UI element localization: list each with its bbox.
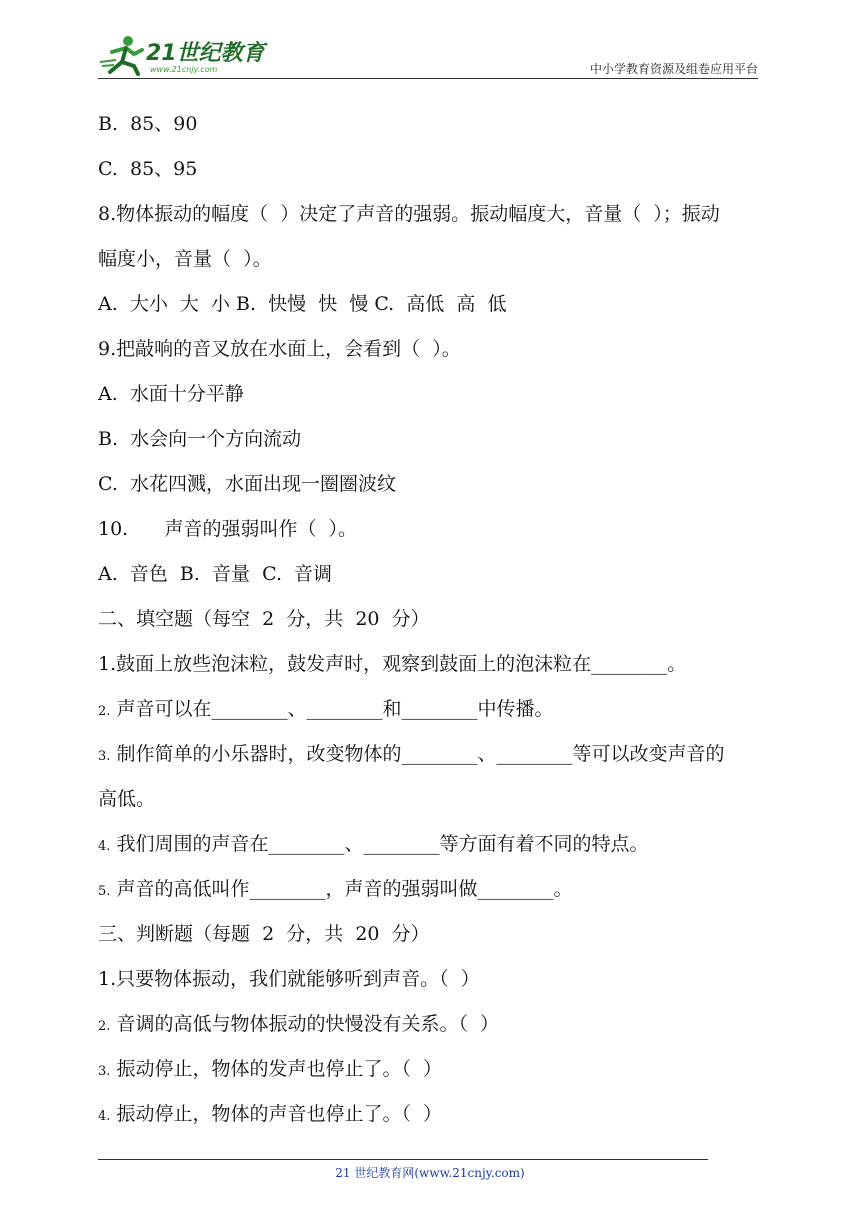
- question-text: 高低。: [98, 788, 156, 810]
- question-line: [98, 147, 766, 192]
- question-line: [98, 417, 766, 462]
- question-text: 8.物体振动的幅度（ ）决定了声音的强弱。振动幅度大，音量（ ）；振动: [98, 203, 720, 225]
- question-line: [98, 1047, 766, 1092]
- question-number: 3.: [98, 749, 111, 764]
- question-line: [98, 1092, 766, 1137]
- exam-content: [98, 102, 766, 1137]
- question-text: 振动停止，物体的发声也停止了。（ ）: [110, 1058, 443, 1080]
- logo-icon: [98, 32, 268, 76]
- question-number: 4.: [98, 839, 111, 854]
- question-number: 2.: [98, 1019, 111, 1034]
- question-text: A. 大小 大 小 B. 快慢 快 慢 C. 高低 高 低: [98, 293, 507, 315]
- question-text: 二、填空题（每空 2 分，共 20 分）: [98, 608, 430, 630]
- question-line: [98, 912, 766, 957]
- header-divider: [98, 78, 758, 79]
- platform-name: 中小学教育资源及组卷应用平台: [589, 62, 758, 76]
- question-text: C. 水花四溅，水面出现一圈圈波纹: [98, 473, 396, 495]
- question-text: 音调的高低与物体振动的快慢没有关系。（ ）: [110, 1013, 500, 1035]
- question-text: 我们周围的声音在________、________等方面有着不同的特点。: [110, 833, 649, 855]
- question-text: 1.鼓面上放些泡沫粒，鼓发声时，观察到鼓面上的泡沫粒在________。: [98, 653, 687, 675]
- question-number: 2.: [98, 704, 111, 719]
- question-text: 振动停止，物体的声音也停止了。（ ）: [110, 1103, 443, 1125]
- question-line: [98, 237, 766, 282]
- question-line: [98, 282, 766, 327]
- question-line: [98, 777, 766, 822]
- page-header: [98, 32, 758, 78]
- question-line: [98, 552, 766, 597]
- logo-text: 21世纪教育: [146, 41, 265, 66]
- question-text: A. 音色 B. 音量 C. 音调: [98, 563, 333, 585]
- question-text: B. 水会向一个方向流动: [98, 428, 302, 450]
- question-text: 9.把敲响的音叉放在水面上，会看到（ ）。: [98, 338, 461, 360]
- question-line: [98, 1002, 766, 1047]
- question-text: 三、判断题（每题 2 分，共 20 分）: [98, 923, 430, 945]
- question-number: 5.: [98, 884, 111, 899]
- question-line: [98, 192, 766, 237]
- question-text: A. 水面十分平静: [98, 383, 244, 405]
- question-line: [98, 642, 766, 687]
- question-line: [98, 372, 766, 417]
- question-line: [98, 102, 766, 147]
- footer-divider: [98, 1159, 708, 1160]
- question-line: [98, 867, 766, 912]
- question-line: [98, 327, 766, 372]
- question-number: 3.: [98, 1064, 111, 1079]
- logo-url: www.21cnjy.com: [150, 65, 218, 74]
- question-text: 声音可以在________、________和________中传播。: [110, 698, 554, 720]
- question-line: [98, 507, 766, 552]
- question-text: C. 85、95: [98, 158, 198, 180]
- question-text: B. 85、90: [98, 113, 198, 135]
- question-line: [98, 597, 766, 642]
- question-text: 幅度小，音量（ ）。: [98, 248, 272, 270]
- question-line: [98, 732, 766, 777]
- question-line: [98, 822, 766, 867]
- question-text: 声音的高低叫作________，声音的强弱叫做________。: [110, 878, 573, 900]
- question-line: [98, 957, 766, 1002]
- question-text: 10. 声音的强弱叫作（ ）。: [98, 518, 358, 540]
- question-line: [98, 687, 766, 732]
- footer-link[interactable]: 21 世纪教育网(www.21cnjy.com): [335, 1166, 525, 1180]
- question-text: 1.只要物体振动，我们就能够听到声音。（ ）: [98, 968, 480, 990]
- question-line: [98, 462, 766, 507]
- question-text: 制作简单的小乐器时，改变物体的________、________等可以改变声音的: [110, 743, 725, 765]
- question-number: 4.: [98, 1109, 111, 1124]
